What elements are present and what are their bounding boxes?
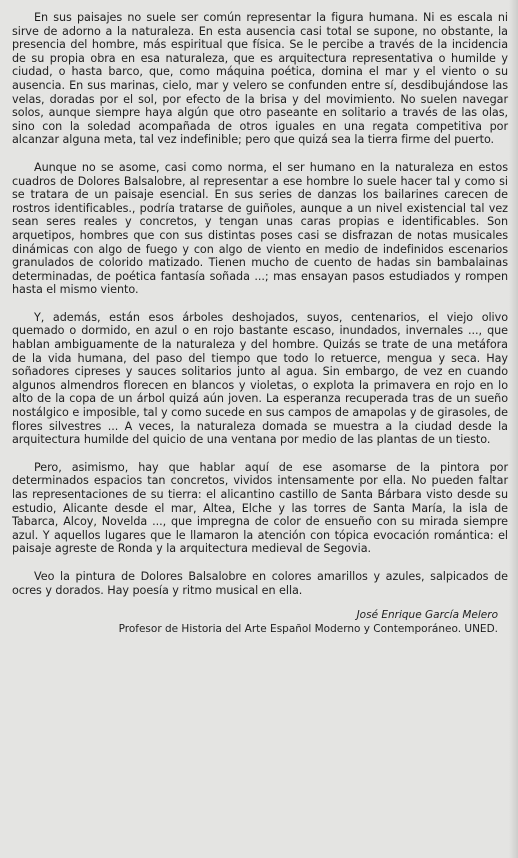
author-name: José Enrique García Melero xyxy=(356,609,498,622)
paragraph-closing: Veo la pintura de Dolores Balsalobre en colores amarillos y azules, salpicados de ocres y dorados. Hay poesía y ritmo musical en ella. xyxy=(12,569,508,597)
paragraph-places: Pero, asimismo, hay que hablar aquí de ese asomarse de la pintora por determinados espacios tan concretos, vividos intensamente por ella. No pueden faltar las representaciones de su tierra: el alicantino castillo de Santa Bárbara visto desde su estudio, Alicante desde el mar, Altea, Elche y las torres de Santa María, la isla de Tabarca, Alcoy, Novelda ..., que impregna de color de ensueño con su mirada siempre azul. Y aquellos lugares que le llamaron la atención con tópica evocación romántica: el paisaje agreste de Ronda y la arquitectura medieval de Segovia. xyxy=(12,460,508,556)
signature-block xyxy=(12,609,508,636)
author-affiliation: Profesor de Historia del Arte Español Moderno y Contemporáneo. UNED. xyxy=(118,623,498,636)
paragraph-human-figure: Aunque no se asome, casi como norma, el ser humano en la naturaleza en estos cuadros de Dolores Balsalobre, al representar a ese hombre lo suele hacer tal y como si se tratara de un paisaje esencial. En sus series de danzas los bailarines carecen de rostros identificables., podría tratarse de guiñoles, aunque a un nivel existencial tal vez sean seres reales y concretos, y tengan unas caras propias e identificables. Son arquetipos, hombres que con sus distintas poses casi se disfrazan de notas musicales dinámicas con algo de fuego y con algo de viento en medio de indefinidos escenarios granulados de colorido matizado. Tienen mucho de cuento de hadas sin bambalainas determinadas, de poética fantasía soñada ...; mas ensayan pasos estudiados y rompen hasta el mismo viento. xyxy=(12,160,508,297)
paragraph-trees: Y, además, están esos árboles deshojados, suyos, centenarios, el viejo olivo quemado o dormido, en azul o en rojo bastante escaso, inundados, invernales ..., que hablan ambiguamente de la naturaleza y del hombre. Quizás se trate de una metáfora de la vida humana, del paso del tiempo que todo lo retuerce, mengua y seca. Hay soñadores cipreses y sauces solitarios junto al agua. Sin embargo, de vez en cuando algunos almendros florecen en blancos y violetas, o explota la primavera en rojo en lo alto de la copa de un árbol quizá aún joven. La esperanza recuperada tras de un sueño nostálgico e imposible, tal y como sucede en sus campos de amapolas y de girasoles, de flores silvestres ... A veces, la naturaleza domada se muestra a la ciudad desde la arquitectura humilde del quicio de una ventana por medio de las plantas de un tiesto. xyxy=(12,310,508,447)
article-body xyxy=(12,11,508,597)
paragraph-landscapes: En sus paisajes no suele ser común representar la figura humana. Ni es escala ni sirve de adorno a la naturaleza. En esta ausencia casi total se supone, no obstante, la presencia del hombre, más espiritual que física. Se le percibe a través de la incidencia de su propia obra en esa naturaleza, que es arquitectura representativa o humilde y ciudad, o hasta barco, que, como máquina poética, domina el mar y el viento o su ausencia. En sus marinas, cielo, mar y velero se confunden entre sí, desdibujándose las velas, doradas por el sol, por efecto de la brisa y del movimiento. No suelen navegar solos, aunque siempre haya algún que otro paseante en solitario a través de las olas, sino con la soledad acompañada de otros iguales en una regata competitiva por alcanzar alguna meta, tal vez indefinible; pero que quizá sea la tierra firme del puerto. xyxy=(12,11,508,147)
